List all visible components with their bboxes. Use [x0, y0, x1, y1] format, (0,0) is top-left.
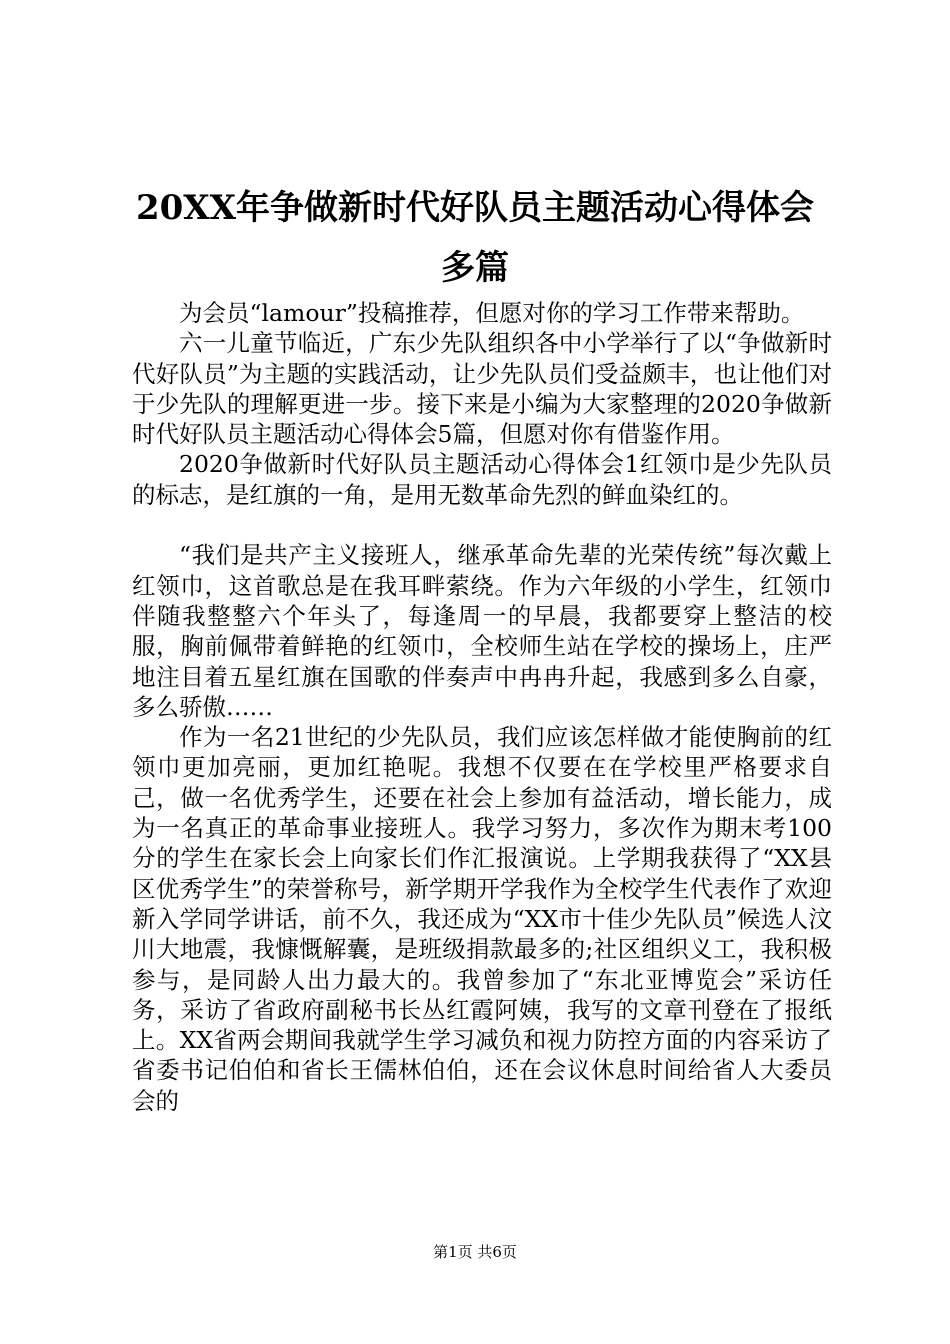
- page-number-footer: 第1页 共6页: [433, 1243, 517, 1261]
- paragraph-essay-1-opening: 2020争做新时代好队员主题活动心得体会1红领巾是少先队员的标志，是红旗的一角，是用无数革命先烈的鲜血染红的。: [132, 450, 832, 509]
- paragraph-essay-1-song: “我们是共产主义接班人，继承革命先辈的光荣传统”每次戴上红领巾，这首歌总是在我耳畔萦绕。作为六年级的小学生，红领巾伴随我整整六个年头了，每逢周一的早晨，我都要穿上整洁的校服，胸前佩带着鲜艳的红领巾，全校师生站在学校的操场上，庄严地注目着五星红旗在国歌的伴奏声中冉冉升起，我感到多么自豪，多么骄傲……: [132, 541, 832, 721]
- paragraph-background: 六一儿童节临近，广东少先队组织各中小学举行了以“争做新时代好队员”为主题的实践活动，让少先队员们受益颇丰，也让他们对于少先队的理解更进一步。接下来是小编为大家整理的2020争做新时代好队员主题活动心得体会5篇，但愿对你有借鉴作用。: [132, 329, 832, 449]
- paragraph-spacer: [132, 510, 832, 540]
- document-title-line2: 多篇: [441, 248, 509, 288]
- document-title-line1: 20XX年争做新时代好队员主题活动心得体会: [135, 188, 815, 228]
- document-body: [132, 298, 832, 1116]
- paragraph-essay-1-achievements: 作为一名21世纪的少先队员，我们应该怎样做才能使胸前的红领巾更加亮丽，更加红艳呢。我想不仅要在在学校里严格要求自己，做一名优秀学生，还要在社会上参加有益活动，增长能力，成为一名真正的革命事业接班人。我学习努力，多次作为期末考100分的学生在家长会上向家长们作汇报演说。上学期我获得了“XX县区优秀学生”的荣誉称号，新学期开学我作为全校学生代表作了欢迎新入学同学讲话，前不久，我还成为“XX市十佳少先队员”候选人汶川大地震，我慷慨解囊，是班级捐款最多的;社区组织义工，我积极参与，是同龄人出力最大的。我曾参加了“东北亚博览会”采访任务，采访了省政府副秘书长丛红霞阿姨，我写的文章刊登在了报纸上。XX省两会期间我就学生学习减负和视力防控方面的内容采访了省委书记伯伯和省长王儒林伯伯，还在会议休息时间给省人大委员会的: [132, 723, 832, 1115]
- paragraph-intro: 为会员“lamour”投稿推荐，但愿对你的学习工作带来帮助。: [179, 299, 805, 327]
